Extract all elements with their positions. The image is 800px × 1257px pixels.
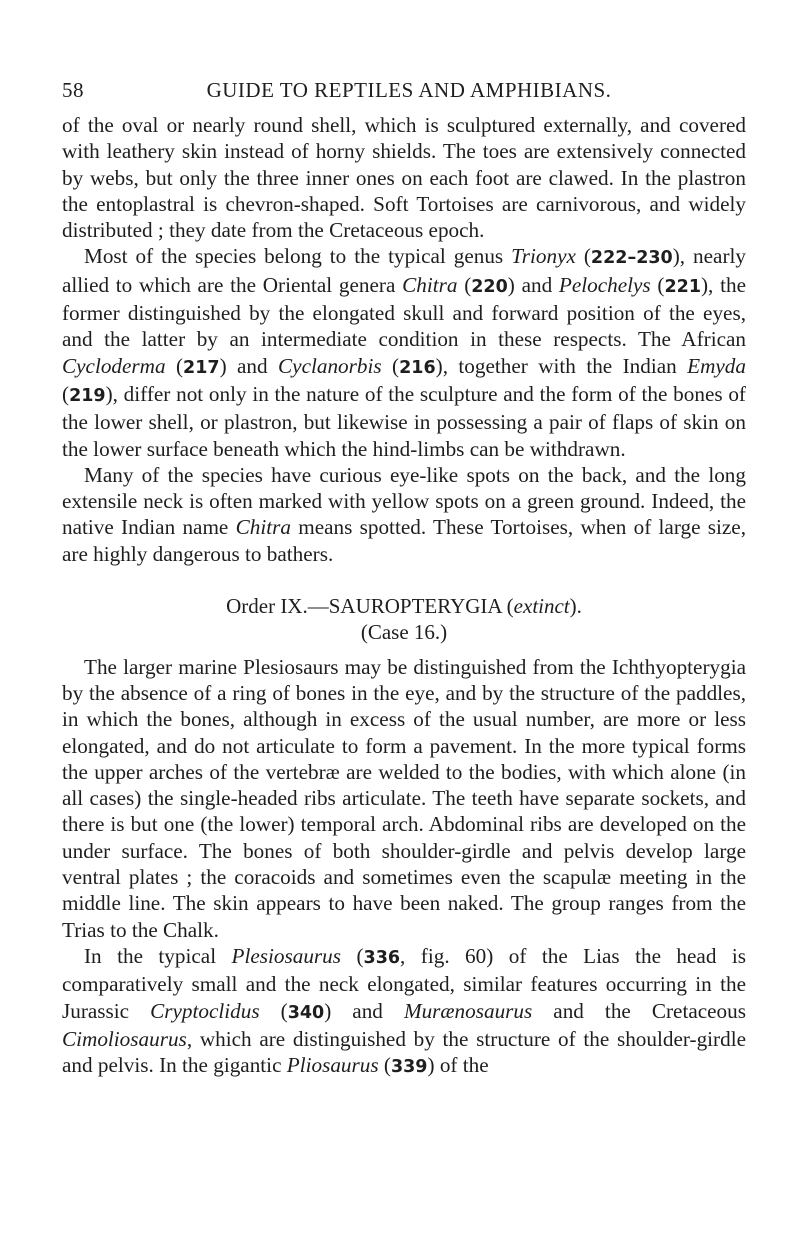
specimen-number: 220 — [471, 276, 508, 297]
text-run: ( — [650, 272, 665, 297]
text-run: ) of the — [427, 1053, 489, 1078]
specimen-number: 340 — [287, 1002, 325, 1023]
text-run: and the Cretaceous — [532, 998, 746, 1023]
genus-name: Plesiosaurus — [231, 943, 342, 968]
genus-name: Emyda — [687, 353, 746, 378]
genus-name: Cyclanorbis — [278, 353, 382, 378]
text-run: ( — [62, 381, 70, 406]
specimen-number: 339 — [390, 1057, 428, 1078]
paragraph-plesiosaurs — [62, 654, 746, 943]
text-run: ) and — [324, 998, 404, 1023]
page-number: 58 — [62, 78, 84, 102]
specimen-number: 336 — [363, 947, 401, 968]
paragraph-spots — [62, 462, 746, 567]
case-reference: (Case 16.) — [360, 620, 448, 645]
text-run: The larger marine Plesiosaurs may be distinguished from the Ichthyopterygia by the absence of a ring of bones in the eye, and by the structure of the paddles, in which the bones, although in excess of the usual number, are more or less elongated, and do not articulate to form a pavement. In the more typical forms the upper arches of the vertebræ are welded to the bodies, with which alone (in all cases) the single-headed ribs articulate. The teeth have separate sockets, and there is but one (the lower) temporal arch. Abdominal ribs are developed on the under surface. The bones of both shoulder-girdle and pelvis develop large ventral plates ; the coracoids and sometimes even the scapulæ meeting in the middle line. The skin appears to have been naked. The group ranges from the Trias to the Chalk. — [62, 654, 746, 942]
running-title: GUIDE TO REPTILES AND AMPHIBIANS. — [206, 78, 612, 102]
book-page — [62, 78, 746, 1080]
text-run: , which are distinguished by the structure of the shoulder-girdle and pelvis. In the gigantic — [62, 1026, 746, 1078]
order-title: Order IX.—SAUROPTERYGIA ( — [226, 594, 514, 619]
text-run: ( — [457, 272, 472, 297]
text-run: of the oval or nearly round shell, which is sculptured externally, and covered with leathery skin instead of horny shields. The toes are extensively connected by webs, but only the three inner ones on each foot are clawed. In the plastron the entoplastral is chevron-shaped. Soft Tortoises are carnivorous, and widely distributed ; they date from the Cretaceous epoch. — [62, 113, 746, 243]
genus-name: Chitra — [235, 515, 291, 540]
running-header — [62, 78, 746, 112]
order-status: extinct — [513, 594, 570, 619]
genus-name: Cryptoclidus — [150, 998, 260, 1023]
specimen-number: 222–230 — [590, 248, 673, 269]
text-run: ) and — [507, 272, 559, 297]
specimen-number: 219 — [69, 385, 106, 406]
text-run: ), differ not only in the nature of the sculpture and the form of the bones of the lower shell, or plastron, but likewise in possessing a pair of flaps of skin on the lower surface beneath which the hind-limbs can be withdrawn. — [62, 381, 746, 461]
text-run: ( — [341, 943, 364, 968]
text-run: ( — [259, 998, 288, 1023]
genus-name: Trionyx — [511, 244, 576, 269]
text-run: ), together with the Indian — [435, 353, 688, 378]
genus-name: Pliosaurus — [286, 1053, 379, 1078]
genus-name: Pelochelys — [558, 272, 651, 297]
text-run: Most of the species belong to the typical genus — [84, 244, 512, 269]
text-run: ). — [569, 594, 582, 619]
text-run: ( — [381, 353, 400, 378]
text-run: ) and — [219, 353, 279, 378]
text-run: Many of the species have curious eye-like spots on the back, and the long extensile neck is often marked with yellow spots on a green ground. Indeed, the native Indian name — [62, 462, 746, 540]
specimen-number: 221 — [664, 276, 701, 297]
genus-name: Cycloderma — [62, 353, 166, 378]
paragraph-typical-plesiosaurus — [62, 943, 746, 1080]
specimen-number: 217 — [183, 357, 220, 378]
genus-name: Chitra — [402, 272, 458, 297]
text-run: means spotted. These Tortoises, when of large size, are highly dangerous to bathers. — [62, 515, 746, 566]
order-heading — [62, 593, 746, 619]
body-text — [62, 112, 746, 1080]
text-run: ( — [165, 353, 184, 378]
paragraph-genera — [62, 243, 746, 461]
specimen-number: 216 — [399, 357, 436, 378]
text-run: ), the former distinguished by the elongated skull and forward position of the eyes, and the latter by an intermediate condition in these respects. The African — [62, 272, 746, 352]
genus-name: Murænosaurus — [403, 998, 533, 1023]
text-run: , fig. 60) of the Lias the head is comparatively small and the neck elongated, similar features occurring in the Jurassic — [62, 943, 746, 1023]
text-run: In the typical — [84, 943, 232, 968]
genus-name: Cimoliosaurus — [62, 1026, 187, 1051]
paragraph-soft-tortoise-shell — [62, 112, 746, 243]
text-run: ), nearly allied to which are the Oriental genera — [62, 244, 746, 297]
text-run: ( — [575, 244, 591, 269]
text-run: ( — [378, 1053, 391, 1078]
